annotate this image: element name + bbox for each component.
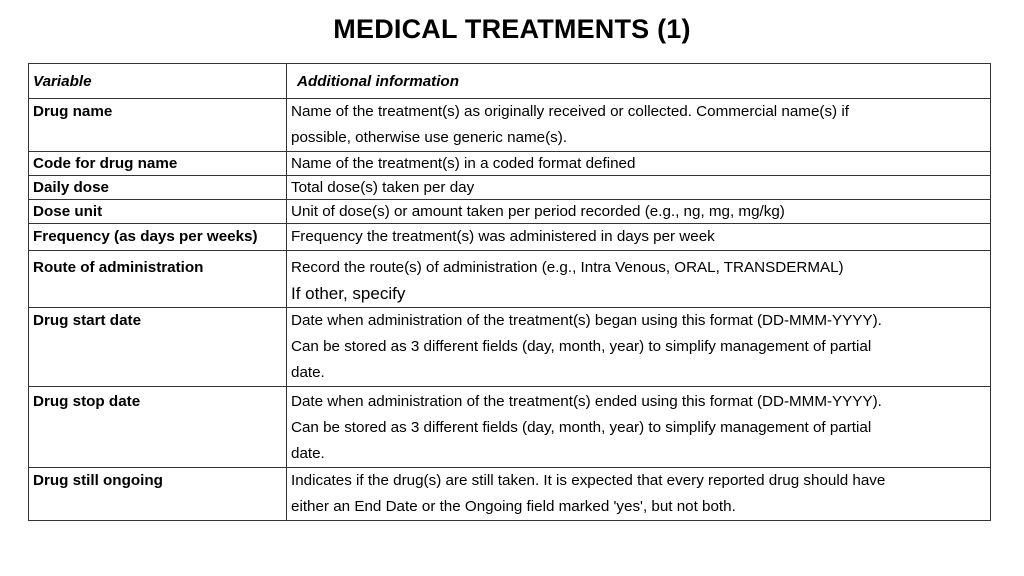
info-line: Frequency the treatment(s) was administered in days per week: [291, 228, 715, 245]
info-line: Can be stored as 3 different fields (day, month, year) to simplify management of partial: [291, 338, 872, 355]
table-row: [29, 224, 991, 251]
info-line: Can be stored as 3 different fields (day, month, year) to simplify management of partial: [291, 419, 872, 436]
variable-cell: Frequency (as days per weeks): [29, 224, 287, 251]
page-title: MEDICAL TREATMENTS (1): [333, 14, 691, 44]
info-line: date.: [291, 445, 325, 462]
info-line: If other, specify: [291, 284, 406, 303]
variable-cell: Drug start date: [29, 308, 287, 387]
info-cell: [287, 99, 991, 152]
table-row: [29, 152, 991, 176]
table-row: [29, 308, 991, 387]
info-line: possible, otherwise use generic name(s).: [291, 129, 568, 146]
variable-cell: Code for drug name: [29, 152, 287, 176]
variable-cell: Drug still ongoing: [29, 468, 287, 521]
info-line: either an End Date or the Ongoing field marked 'yes', but not both.: [291, 498, 736, 515]
info-line: Name of the treatment(s) in a coded format defined: [291, 155, 636, 172]
info-cell: [287, 224, 991, 251]
info-line: Unit of dose(s) or amount taken per period recorded (e.g., ng, mg, mg/kg): [291, 203, 785, 220]
variable-cell: Dose unit: [29, 200, 287, 224]
table-row: [29, 251, 991, 308]
header-variable: Variable: [29, 64, 287, 99]
header-additional-information: Additional information: [287, 64, 991, 99]
table-row: [29, 468, 991, 521]
info-line: Indicates if the drug(s) are still taken. It is expected that every reported drug should have: [291, 472, 886, 489]
info-line: date.: [291, 364, 325, 381]
table-row: [29, 387, 991, 468]
info-cell: [287, 176, 991, 200]
info-line: Total dose(s) taken per day: [291, 179, 475, 196]
info-cell: [287, 251, 991, 308]
info-cell: [287, 387, 991, 468]
table-header-row: [29, 64, 991, 99]
variable-cell: Drug name: [29, 99, 287, 152]
info-cell: [287, 468, 991, 521]
variable-cell: Route of administration: [29, 251, 287, 308]
table-row: [29, 99, 991, 152]
variable-cell: Daily dose: [29, 176, 287, 200]
info-line: Record the route(s) of administration (e.g., Intra Venous, ORAL, TRANSDERMAL): [291, 259, 844, 276]
table-row: [29, 176, 991, 200]
variable-cell: Drug stop date: [29, 387, 287, 468]
table-row: [29, 200, 991, 224]
info-line: Date when administration of the treatment(s) ended using this format (DD-MMM-YYYY).: [291, 393, 882, 410]
info-line: Date when administration of the treatment(s) began using this format (DD-MMM-YYYY).: [291, 312, 882, 329]
info-line: Name of the treatment(s) as originally received or collected. Commercial name(s) if: [291, 103, 849, 120]
info-cell: [287, 200, 991, 224]
info-cell: [287, 152, 991, 176]
info-cell: [287, 308, 991, 387]
medical-treatments-table: [28, 63, 991, 521]
